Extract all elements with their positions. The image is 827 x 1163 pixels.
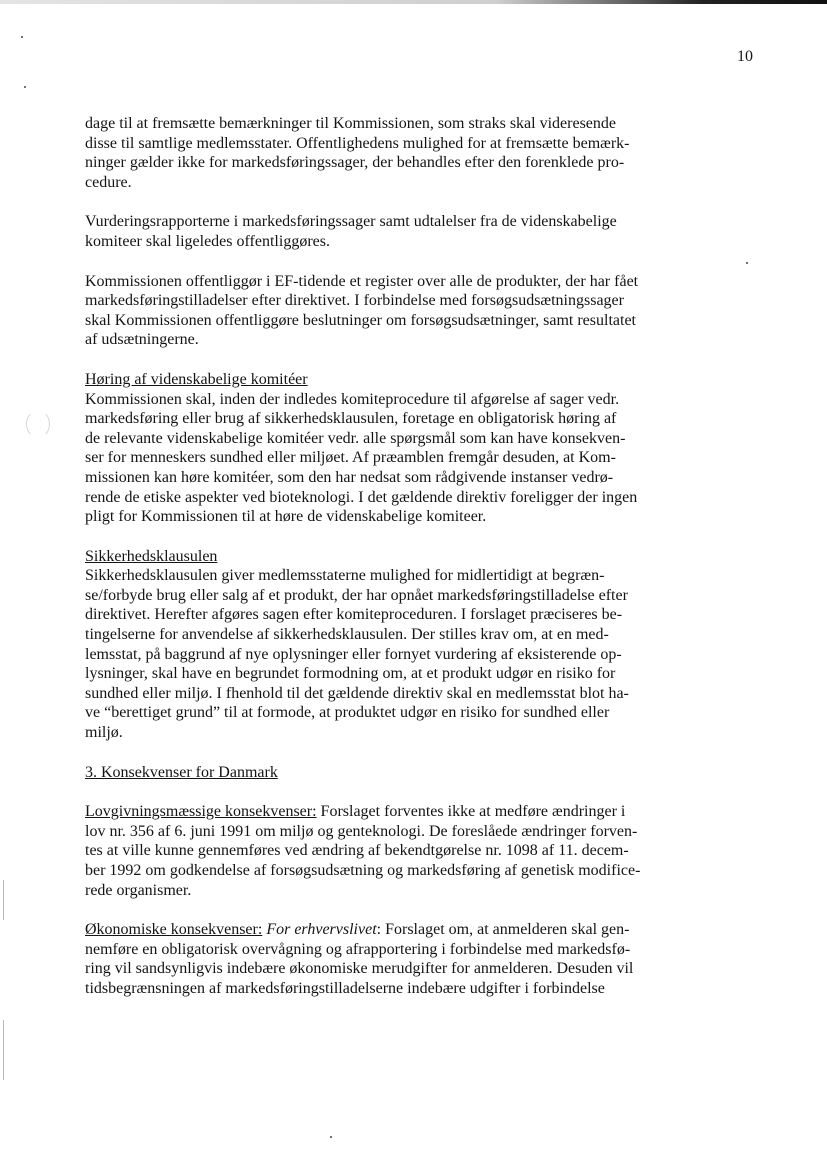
section-heading: Høring af videnskabelige komitéer xyxy=(85,370,308,388)
scan-speck xyxy=(21,36,23,38)
section-heading: 3. Konsekvenser for Danmark xyxy=(85,763,278,781)
scan-edge-mark xyxy=(3,1020,4,1080)
paragraph-okonomi: Økonomiske konsekvenser: For erhvervslivet: Forslaget om, at anmelderen skal gen- nemføre en obligatorisk overvågning og afrapportering i forbindelse med markedsfø- ring vil sandsynligvis indebære økonomiske merudgifter for anmelderen. Desuden vil tidsbegrænsningen af markedsføringstilladelserne indebære udgifter i forbindelse xyxy=(85,921,634,997)
document-body xyxy=(85,114,757,999)
paragraph-lovgivning: Lovgivningsmæssige konsekvenser: Forslaget forventes ikke at medføre ændringer i lov nr. 356 af 6. juni 1991 om miljø og genteknologi. De foreslåede ændringer forven- tes at ville kunne gennemføres ved ændring af bekendtgørelse nr. 1098 af 11. decem- ber 1992 om godkendelse af forsøgsudsætning og markedsføring af genetisk modifice- rede organismer. xyxy=(85,803,641,899)
inline-subheading: For erhvervslivet xyxy=(266,921,377,939)
section-sikkerhedsklausulen: Sikkerhedsklausulen Sikkerhedsklausulen giver medlemsstaterne mulighed for midlertidigt at begræn- se/forbyde brug eller salg af et produkt, der har opnået markedsføringstilladelse efter direktivet. Herefter afgøres sagen efter komiteproceduren. I forslaget præciseres be- tingelserne for anvendelse af sikkerhedsklausulen. Der stilles krav om, at en med- lemsstat, på baggrund af nye oplysninger eller fornyet vurdering af eksisterende op- lysninger, skal have en begrundet formodning om, at et produkt udgør en risiko for sundhed eller miljø. I fhenhold til det gældende direktiv skal en medlemsstat blot ha- ve “berettiget grund” til at formode, at produktet udgør en risiko for sundhed eller miljø. xyxy=(85,547,629,742)
section-3-heading xyxy=(85,763,757,783)
scan-edge-mark xyxy=(3,880,4,920)
inline-heading: Lovgivningsmæssige konsekvenser: xyxy=(85,803,317,821)
scan-speck xyxy=(24,86,26,88)
section-horing: Høring af videnskabelige komitéer Kommissionen skal, inden der indledes komiteprocedure til afgørelse af sager vedr. markedsføring eller brug af sikkerhedsklausulen, foretage en obligatorisk høring af de relevante videnskabelige komitéer vedr. alle spørgsmål som kan have konsekven- ser for menneskers sundhed eller miljøet. Af præamblen fremgår desuden, at Kom- missionen kan høre komitéer, som den har nedsat som rådgivende instanser vedrø- rende de etiske aspekter ved bioteknologi. I det gældende direktiv foreligger der ingen pligt for Kommissionen til at høre de videnskabelige komiteer. xyxy=(85,370,638,526)
inline-heading: Økonomiske konsekvenser: xyxy=(85,921,263,939)
page-number: 10 xyxy=(737,48,753,65)
paragraph: dage til at fremsætte bemærkninger til Kommissionen, som straks skal videresende disse til samtlige medlemsstater. Offentlighedens mulighed for at fremsætte bemærk- ninger gælder ikke for markedsføringssager, der behandles efter den forenklede pro- cedure. xyxy=(85,115,630,191)
scan-top-edge xyxy=(0,0,827,4)
paragraph: Vurderingsrapporterne i markedsføringssager samt udtalelser fra de videnskabelige komiteer skal ligeledes offentliggøres. xyxy=(85,213,617,250)
scan-speck xyxy=(330,1136,332,1138)
paragraph: Kommissionen offentliggør i EF-tidende et register over alle de produkter, der har fået markedsføringstilladelser efter direktivet. I forbindelse med forsøgsudsætningssager skal Kommissionen offentliggøre beslutninger om forsøgsudsætninger, samt resultatet af udsætningerne. xyxy=(85,272,639,349)
punch-hole-mark xyxy=(26,410,50,438)
section-heading: Sikkerhedsklausulen xyxy=(85,547,218,565)
